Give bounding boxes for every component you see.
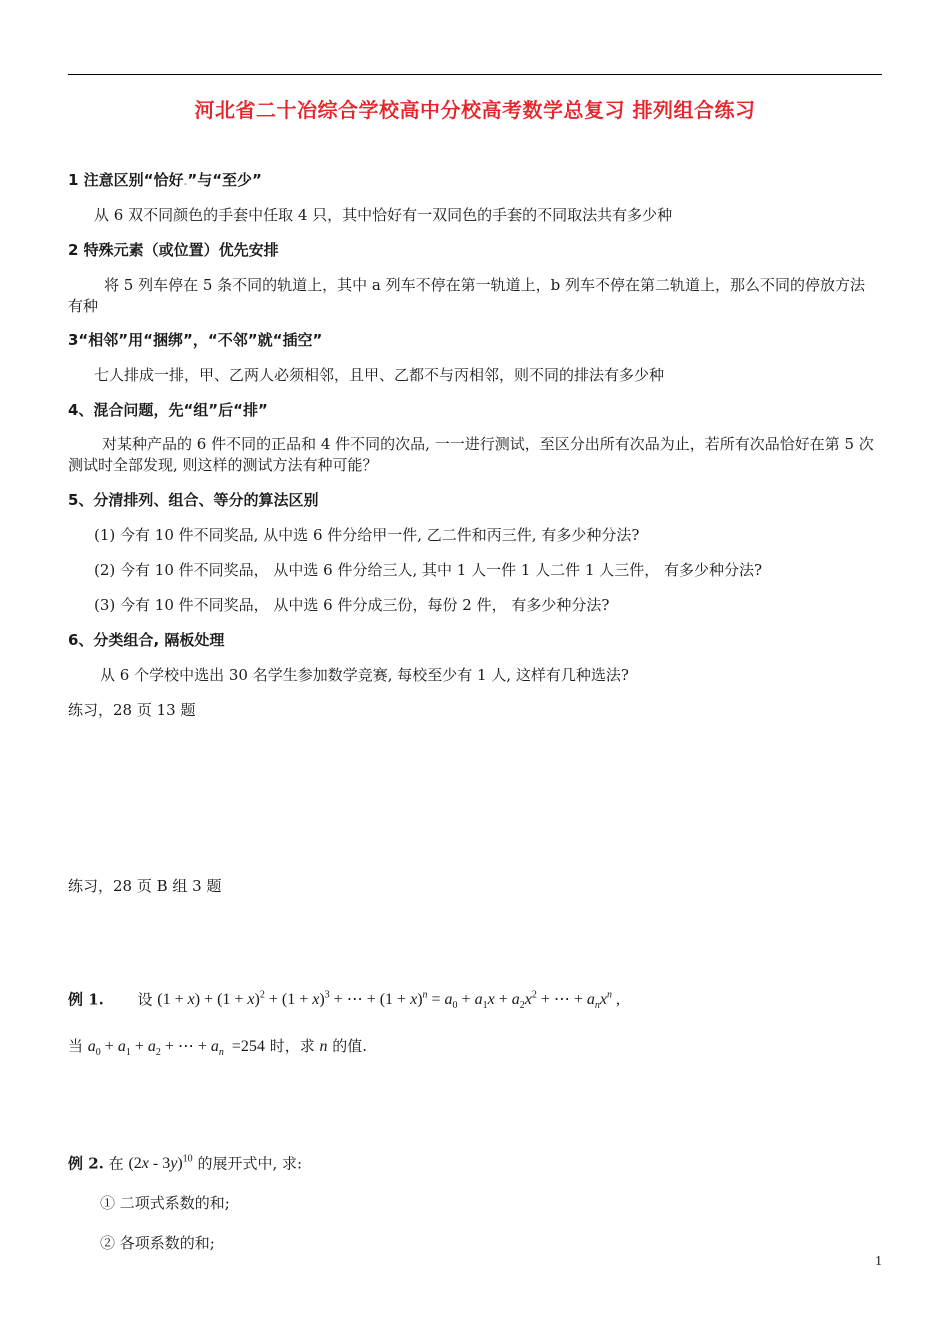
page-number: 1 — [875, 1254, 882, 1269]
example-1-line-1 — [68, 986, 620, 1017]
example-1-variable-n: n — [319, 1038, 328, 1055]
section-1-heading-text: 1 注意区别“恰好 — [68, 171, 184, 189]
example-1-line-2 — [68, 1036, 367, 1063]
example-1-equation: $(1 + x) + (1 + x)^2 + (1 + x)^3$ + ⋯ + $(1 + x)^n = a_0 + a_1x + a_2x^2$ + ⋯ + $a_nx^n$ , — [157, 990, 620, 1012]
example-1-line-2-lead: 当 — [68, 1037, 84, 1055]
example-2-label: 例 2. — [68, 1154, 104, 1173]
section-6-heading: 6、分类组合, 隔板处理 — [68, 631, 225, 649]
section-1-heading-text-end: ”与“至少” — [187, 171, 262, 189]
example-2-lead: 在 — [108, 1154, 124, 1173]
example-1-lead: 设 — [137, 990, 153, 1009]
section-5-item-2: (2) 今有 10 件不同奖品， 从中选 6 件分给三人, 其中 1 人一件 1 人二件 1 人三件， 有多少种分法? — [94, 561, 763, 579]
section-4-heading: 4、混合问题，先“组”后“排” — [68, 401, 268, 419]
example-2-item-2: ② 各项系数的和; — [100, 1234, 215, 1252]
section-3-heading: 3“相邻”用“捆绑”，“不邻”就“插空” — [68, 331, 323, 349]
example-2-tail: 的展开式中, 求: — [197, 1154, 303, 1173]
document-title: 河北省二十冶综合学校高中分校高考数学总复习 排列组合练习 — [194, 98, 756, 122]
example-1-sum-value: =254 — [231, 1038, 265, 1055]
section-2-body: 将 5 列车停在 5 条不同的轨道上，其中 a 列车不停在第一轨道上，b 列车不停在第二轨道上，那么不同的停放方法有种 — [68, 276, 866, 315]
section-5-heading: 5、分清排列、组合、等分的算法区别 — [68, 491, 319, 509]
section-3-body: 七人排成一排，甲、乙两人必须相邻，且甲、乙都不与丙相邻，则不同的排法有多少种 — [94, 366, 665, 384]
section-6-body: 从 6 个学校中选出 30 名学生参加数学竞赛, 每校至少有 1 人, 这样有几种选法? — [100, 666, 629, 684]
section-1-heading — [68, 170, 262, 193]
example-1-sum: $a_0 + a_1 + a_2$ + ⋯ + $a_n =254$ — [87, 1038, 265, 1059]
edit-mark: . — [183, 177, 188, 188]
section-1-body: 从 6 双不同颜色的手套中任取 4 只，其中恰好有一双同色的手套的不同取法共有多少种 — [94, 206, 673, 224]
section-2-heading: 2 特殊元素（或位置）优先安排 — [68, 241, 279, 259]
section-4-body: 对某种产品的 6 件不同的正品和 4 件不同的次品, 一一进行测试，至区分出所有次品为止，若所有次品恰好在第 5 次测试时全部发现, 则这样的测试方法有种可能？ — [68, 435, 874, 474]
example-1-label: 例 1. — [68, 990, 104, 1009]
example-2-item-1: ① 二项式系数的和; — [100, 1194, 230, 1212]
header-rule — [68, 74, 882, 75]
section-5-item-1: (1) 今有 10 件不同奖品, 从中选 6 件分给甲一件, 乙二件和丙三件, 有多少种分法? — [94, 526, 640, 544]
practice-2: 练习，28 页 B 组 3 题 — [68, 877, 222, 895]
example-2-line — [68, 1150, 302, 1174]
example-1-line-2-tail-a: 时，求 — [269, 1037, 315, 1055]
section-5-item-3: (3) 今有 10 件不同奖品， 从中选 6 件分成三份，每份 2 件， 有多少种分法? — [94, 596, 610, 614]
example-1-line-2-tail-b: 的值. — [332, 1037, 368, 1055]
example-2-expression: (2x - 3y)$^{10}$ — [128, 1154, 193, 1173]
practice-1: 练习，28 页 13 题 — [68, 701, 196, 719]
